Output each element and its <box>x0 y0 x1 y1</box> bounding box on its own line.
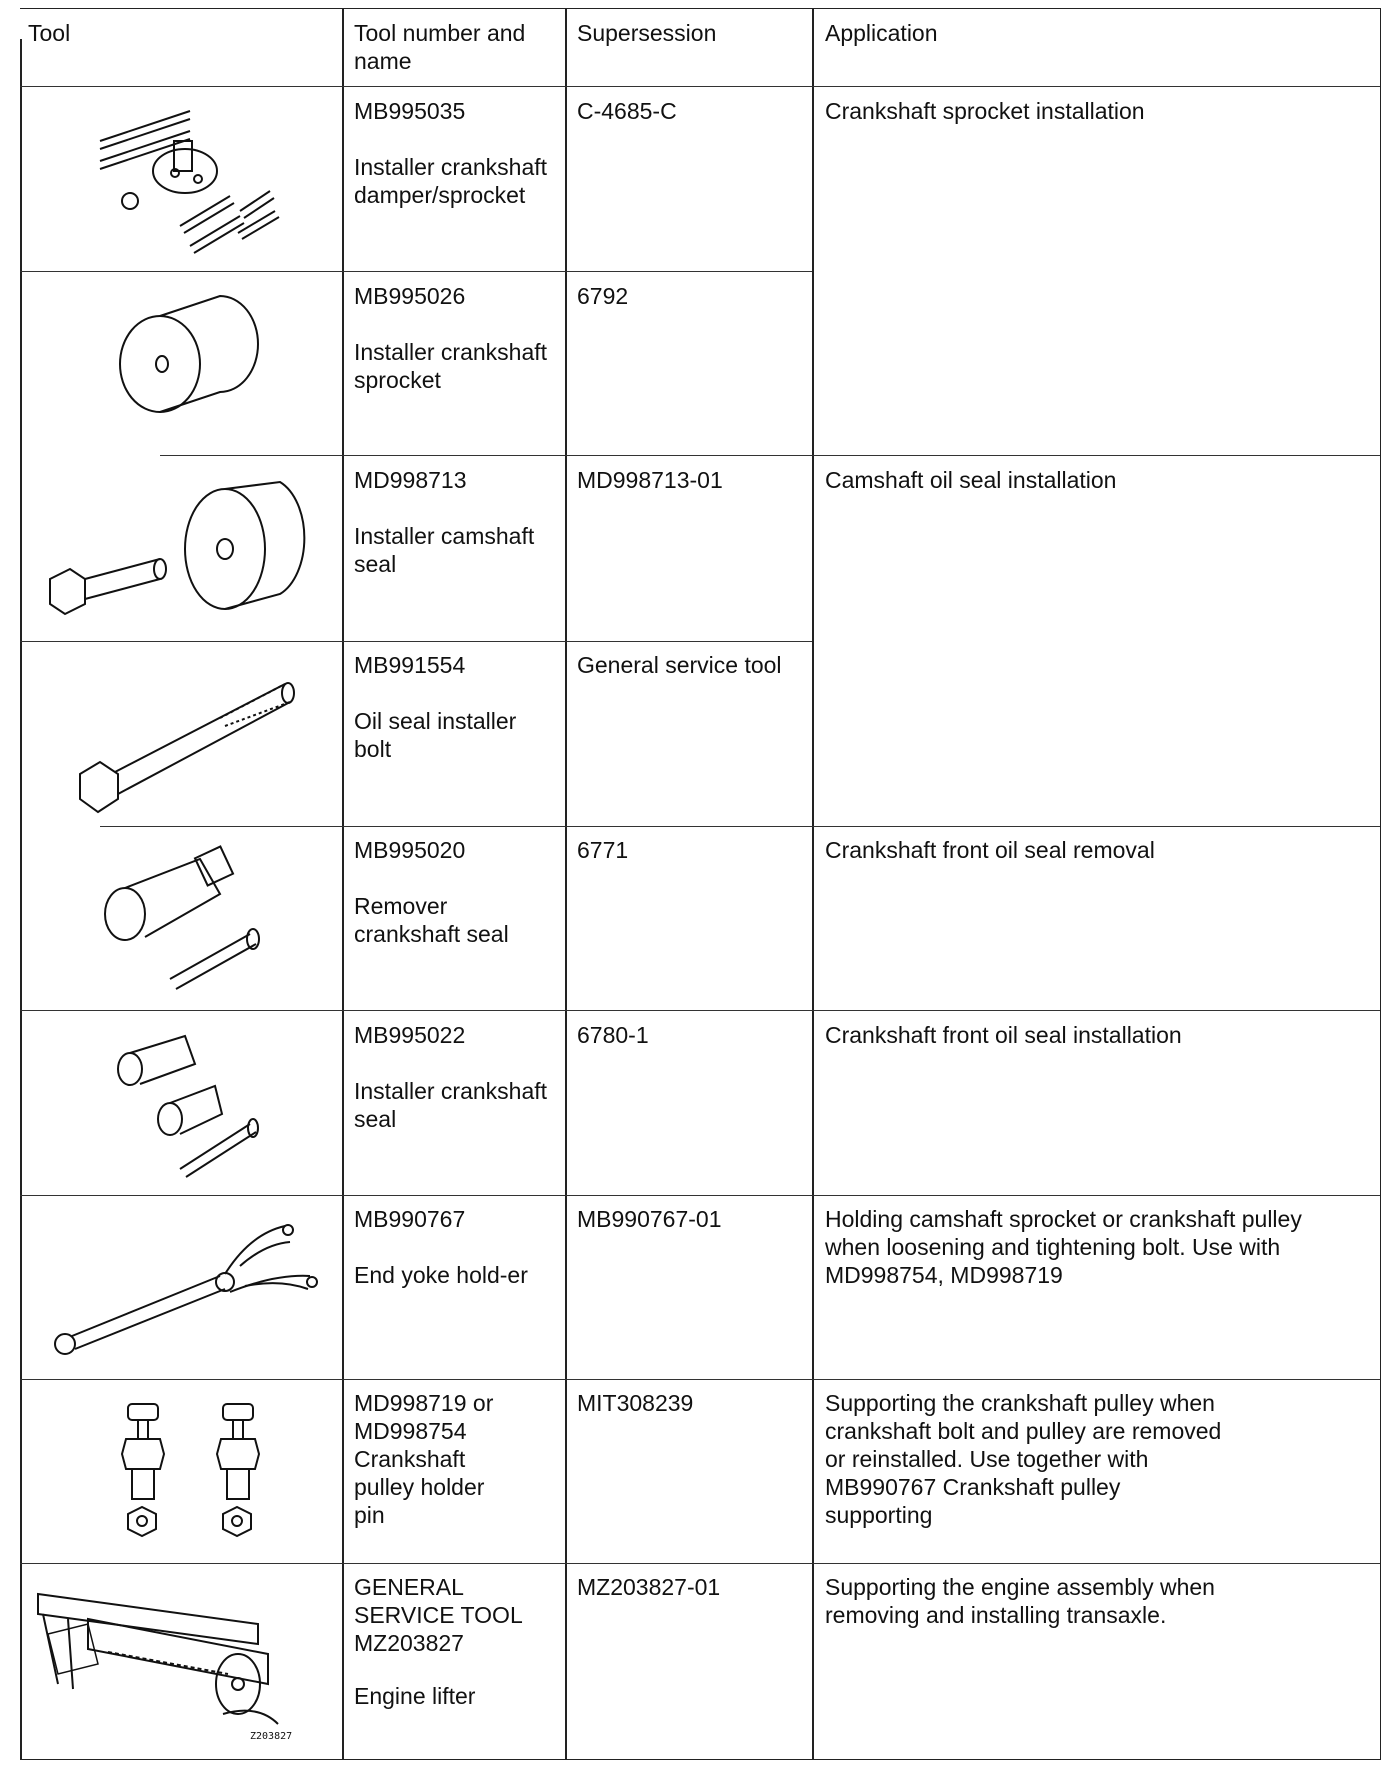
tool-name: Installer crankshaft damper/sprocket <box>354 154 548 208</box>
column-divider <box>812 9 814 1759</box>
supersession: MD998713-01 <box>577 467 723 493</box>
tool-number: GENERAL SERVICE TOOL MZ203827 <box>354 1574 522 1656</box>
application: Holding camshaft sprocket or crankshaft pulley when loosening and tightening bolt. Use with MD998754, MD998719 <box>825 1206 1302 1288</box>
seal-remover-icon <box>90 839 290 999</box>
application: Crankshaft front oil seal installation <box>825 1022 1182 1048</box>
supersession: MZ203827-01 <box>577 1574 721 1600</box>
header-supersession: Supersession <box>577 20 717 46</box>
figure-tag: Z203827 <box>250 1731 293 1742</box>
tool-number: MB990767 <box>354 1206 466 1232</box>
header-tool: Tool <box>28 20 71 46</box>
tool-number: MB995026 <box>354 283 466 309</box>
camshaft-seal-installer-icon <box>40 464 340 634</box>
supersession: MB990767-01 <box>577 1206 722 1232</box>
tool-name: Crankshaft pulley holder pin <box>354 1446 485 1528</box>
row-divider <box>20 1379 1380 1380</box>
supersession: 6780-1 <box>577 1022 649 1048</box>
tool-number: MB995035 <box>354 98 466 124</box>
row-divider <box>20 271 812 272</box>
row-divider <box>20 641 812 642</box>
row-divider <box>20 1010 1380 1011</box>
special-tools-table <box>20 8 1381 1760</box>
installer-kit-icon <box>70 101 290 261</box>
tool-name: Installer crankshaft seal <box>354 1078 548 1132</box>
supersession: C-4685-C <box>577 98 677 124</box>
seal-installer-icon <box>100 1024 280 1184</box>
supersession: MIT308239 <box>577 1390 694 1416</box>
row-divider <box>20 86 1380 87</box>
row-divider <box>20 1195 1380 1196</box>
row-divider <box>100 826 1380 827</box>
tool-number: MD998713 <box>354 467 467 493</box>
holder-pin-icon <box>110 1389 290 1559</box>
application: Supporting the crankshaft pulley when crankshaft bolt and pulley are removed or reinstalled. Use together with MB990767 Crankshaft pulley supporting <box>825 1390 1222 1528</box>
application: Crankshaft sprocket installation <box>825 98 1145 124</box>
header-application: Application <box>825 20 938 46</box>
sprocket-installer-icon <box>100 284 280 434</box>
engine-lifter-icon <box>28 1574 328 1734</box>
tool-name: Installer crankshaft sprocket <box>354 339 548 393</box>
supersession: General service tool <box>577 652 782 678</box>
header-tool-number: Tool number and name <box>354 20 526 74</box>
tool-name: End yoke hold-er <box>354 1262 528 1288</box>
application: Camshaft oil seal installation <box>825 467 1117 493</box>
row-divider <box>160 455 1380 456</box>
installer-bolt-icon <box>60 654 320 824</box>
tool-name: Remover crankshaft seal <box>354 893 509 947</box>
application: Supporting the engine assembly when removing and installing transaxle. <box>825 1574 1215 1628</box>
tool-number: MB995020 <box>354 837 466 863</box>
tool-number: MB991554 <box>354 652 466 678</box>
table-left-border <box>20 39 22 1759</box>
tool-name: Installer camshaft seal <box>354 523 535 577</box>
end-yoke-holder-icon <box>40 1204 330 1374</box>
tool-number: MD998719 or MD998754 <box>354 1390 494 1444</box>
application: Crankshaft front oil seal removal <box>825 837 1155 863</box>
tool-name: Oil seal installer bolt <box>354 708 517 762</box>
tool-number: MB995022 <box>354 1022 466 1048</box>
tool-name: Engine lifter <box>354 1683 476 1709</box>
supersession: 6771 <box>577 837 629 863</box>
row-divider <box>20 1563 1380 1564</box>
supersession: 6792 <box>577 283 629 309</box>
